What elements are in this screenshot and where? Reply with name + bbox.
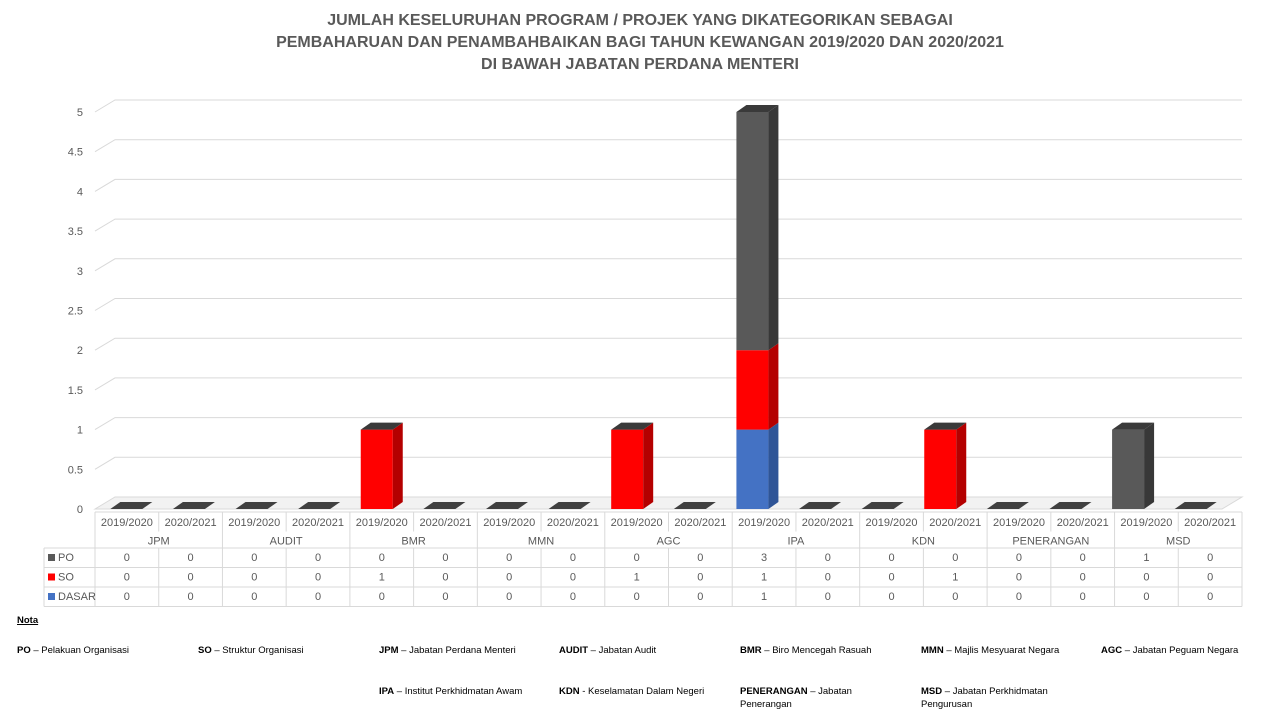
note-abbr: PO xyxy=(17,645,31,656)
gridline xyxy=(95,140,1242,152)
note-text: Jabatan Perkhidmatan Pengurusan xyxy=(921,686,1048,710)
data-label: 0 xyxy=(1079,571,1086,584)
note-text: Jabatan Perdana Menteri xyxy=(409,645,516,656)
y-tick-label: 1 xyxy=(76,424,83,437)
note-text: Jabatan Penerangan xyxy=(740,686,852,710)
x-tick-label-group: AUDIT xyxy=(269,535,303,548)
y-tick-label: 0 xyxy=(76,504,83,516)
note-text: Keselamatan Dalam Negeri xyxy=(588,686,705,697)
gridline xyxy=(95,219,1242,231)
data-label: 0 xyxy=(378,591,385,603)
gridline xyxy=(95,259,1242,271)
bar-side-po xyxy=(768,105,778,350)
bar-side-so xyxy=(643,423,653,509)
note-item: SO – Struktur Organisasi xyxy=(198,645,304,656)
data-label: 1 xyxy=(761,571,768,584)
note-text: Majlis Mesyuarat Negara xyxy=(954,645,1060,656)
data-label: 0 xyxy=(633,591,640,603)
bar-so xyxy=(611,430,643,509)
data-label: 0 xyxy=(314,591,322,603)
gridline xyxy=(95,338,1242,350)
note-text: Institut Perkhidmatan Awam xyxy=(404,686,523,697)
notes-section xyxy=(0,612,1280,720)
y-tick-label: 4.5 xyxy=(67,146,83,159)
note-abbr: KDN xyxy=(559,686,580,697)
y-tick-label: 3 xyxy=(76,265,83,278)
data-label: 0 xyxy=(251,571,258,584)
note-item: BMR – Biro Mencegah Rasuah xyxy=(740,645,872,656)
bar-side-so xyxy=(768,343,778,429)
note-item: AUDIT – Jabatan Audit xyxy=(559,645,657,656)
bar-side-so xyxy=(393,423,403,509)
note-item: IPA – Institut Perkhidmatan Awam xyxy=(379,686,523,697)
note-text: Biro Mencegah Rasuah xyxy=(772,645,872,656)
data-label: 0 xyxy=(569,571,576,584)
note-text: Struktur Organisasi xyxy=(222,645,304,656)
data-label: 0 xyxy=(697,571,704,584)
x-tick-label-period: 2019/2020 xyxy=(865,517,918,529)
data-label: 3 xyxy=(761,552,768,564)
y-tick-label: 2 xyxy=(76,345,83,358)
legend-key-dasar xyxy=(48,593,55,600)
data-label: 0 xyxy=(888,571,895,584)
note-abbr: AGC xyxy=(1101,645,1123,656)
data-label: 0 xyxy=(824,591,831,603)
data-label: 1 xyxy=(761,591,768,603)
legend-key-po xyxy=(48,554,55,561)
data-label: 0 xyxy=(123,552,130,564)
gridlines xyxy=(95,100,1242,469)
x-tick-label-period: 2019/2020 xyxy=(100,517,153,529)
y-tick-label: 2.5 xyxy=(67,305,83,318)
note-abbr: MSD xyxy=(921,686,943,697)
data-label: 0 xyxy=(888,591,895,603)
data-label: 0 xyxy=(1143,571,1150,584)
y-tick-label: 5 xyxy=(76,107,83,119)
x-tick-label-period: 2019/2020 xyxy=(610,517,663,529)
data-label: 0 xyxy=(1207,552,1214,564)
data-label: 1 xyxy=(1143,552,1150,564)
gridline xyxy=(95,179,1242,191)
data-label: 0 xyxy=(314,552,322,564)
bars xyxy=(110,105,1216,509)
x-tick-label-period: 2019/2020 xyxy=(1120,517,1173,529)
data-label: 0 xyxy=(251,552,258,564)
data-label: 0 xyxy=(1015,552,1023,564)
x-tick-label-period: 2020/2021 xyxy=(546,517,599,529)
note-abbr: PENERANGAN xyxy=(740,686,808,697)
note-abbr: AUDIT xyxy=(559,645,589,656)
data-label: 0 xyxy=(187,552,194,564)
x-tick-label-period: 2019/2020 xyxy=(738,517,791,529)
gridline xyxy=(95,299,1242,311)
note-abbr: BMR xyxy=(740,645,762,656)
x-tick-label-period: 2019/2020 xyxy=(483,517,536,529)
data-label: 0 xyxy=(697,552,704,564)
note-item: MMN – Majlis Mesyuarat Negara xyxy=(921,645,1060,656)
data-label: 0 xyxy=(824,571,831,584)
x-tick-label-group: MSD xyxy=(1166,535,1191,548)
note-text: Pelakuan Organisasi xyxy=(41,645,129,656)
note-abbr: IPA xyxy=(379,686,395,697)
data-label: 0 xyxy=(123,571,130,584)
data-label: 0 xyxy=(697,591,704,603)
x-tick-label-group: JPM xyxy=(147,535,170,548)
data-label: 0 xyxy=(442,571,449,584)
x-tick-label-period: 2019/2020 xyxy=(992,517,1045,529)
x-tick-label-group: BMR xyxy=(401,535,426,548)
data-label: 0 xyxy=(1015,591,1023,603)
note-abbr: SO xyxy=(198,645,212,656)
data-label: 0 xyxy=(888,552,895,564)
y-tick-label: 1.5 xyxy=(67,384,83,397)
bar-side-dasar xyxy=(768,423,778,509)
data-label: 0 xyxy=(952,552,959,564)
data-label: 0 xyxy=(569,552,576,564)
data-label: 0 xyxy=(1207,591,1214,603)
gridline xyxy=(95,378,1242,390)
bar-po xyxy=(736,112,768,350)
legend-key-so xyxy=(48,574,55,581)
data-label: 0 xyxy=(1143,591,1150,603)
x-tick-label-period: 2020/2021 xyxy=(674,517,727,529)
data-label: 1 xyxy=(378,571,385,584)
data-label: 0 xyxy=(824,552,831,564)
x-tick-label-period: 2020/2021 xyxy=(292,517,345,529)
chart-title-line: DI BAWAH JABATAN PERDANA MENTERI xyxy=(481,56,799,73)
gridline xyxy=(95,418,1242,430)
x-tick-label-group: PENERANGAN xyxy=(1012,535,1090,548)
note-abbr: MMN xyxy=(921,645,944,656)
data-label: 0 xyxy=(251,591,258,603)
data-label: 0 xyxy=(569,591,576,603)
x-tick-label-period: 2020/2021 xyxy=(1184,517,1237,529)
data-label: 0 xyxy=(1207,571,1214,584)
bar-side-po xyxy=(1144,423,1154,509)
legend-label-so: SO xyxy=(58,571,74,584)
chart-title-line: PEMBAHARUAN DAN PENAMBAHBAIKAN BAGI TAHUN KEWANGAN 2019/2020 DAN 2020/2021 xyxy=(276,34,1004,51)
note-item: AGC – Jabatan Peguam Negara xyxy=(1101,645,1239,656)
x-tick-label-group: MMN xyxy=(527,535,555,548)
note-text: Jabatan Audit xyxy=(598,645,657,656)
note-item: PENERANGAN – Jabatan Penerangan xyxy=(740,686,852,710)
note-text: Jabatan Peguam Negara xyxy=(1132,645,1239,656)
data-label: 0 xyxy=(314,571,322,584)
note-item: PO – Pelakuan Organisasi xyxy=(17,645,129,656)
data-label: 0 xyxy=(442,591,449,603)
gridline xyxy=(95,100,1242,112)
data-label: 0 xyxy=(952,591,959,603)
data-label: 1 xyxy=(633,571,640,584)
data-table xyxy=(44,512,1242,607)
data-label: 0 xyxy=(1015,571,1023,584)
x-tick-label-period: 2020/2021 xyxy=(929,517,982,529)
data-label: 0 xyxy=(633,552,640,564)
bar-so xyxy=(736,350,768,429)
note-item: MSD – Jabatan Perkhidmatan Pengurusan xyxy=(921,686,1048,710)
x-tick-label-period: 2020/2021 xyxy=(164,517,217,529)
data-label: 1 xyxy=(952,571,959,584)
chart-title-line: JUMLAH KESELURUHAN PROGRAM / PROJEK YANG DIKATEGORIKAN SEBAGAI xyxy=(327,12,953,29)
bar-dasar xyxy=(736,430,768,509)
x-tick-label-period: 2019/2020 xyxy=(228,517,281,529)
x-tick-label-group: IPA xyxy=(787,535,805,548)
bar-side-so xyxy=(956,423,966,509)
x-tick-label-group: AGC xyxy=(656,535,681,548)
legend-label-dasar: DASAR xyxy=(58,591,96,603)
data-label: 0 xyxy=(378,552,385,564)
data-label: 0 xyxy=(506,552,513,564)
note-item: KDN - Keselamatan Dalam Negeri xyxy=(559,686,705,697)
data-label: 0 xyxy=(187,591,194,603)
notes-heading: Nota xyxy=(17,615,39,626)
y-tick-label: 3.5 xyxy=(67,226,83,239)
data-label: 0 xyxy=(442,552,449,564)
x-tick-label-group: KDN xyxy=(911,535,936,548)
x-tick-label-period: 2020/2021 xyxy=(1056,517,1109,529)
x-tick-label-period: 2020/2021 xyxy=(419,517,472,529)
data-label: 0 xyxy=(506,591,513,603)
bar-so xyxy=(924,430,956,509)
y-tick-label: 0.5 xyxy=(67,464,83,477)
data-label: 0 xyxy=(123,591,130,603)
note-abbr: JPM xyxy=(379,645,399,656)
data-label: 0 xyxy=(1079,591,1086,603)
gridline xyxy=(95,457,1242,469)
data-label: 0 xyxy=(187,571,194,584)
y-axis-ticks xyxy=(68,107,83,516)
legend-label-po: PO xyxy=(58,552,74,564)
data-label: 0 xyxy=(506,571,513,584)
y-tick-label: 4 xyxy=(76,186,83,199)
bar-po xyxy=(1112,430,1144,509)
bar-so xyxy=(361,430,393,509)
x-tick-label-period: 2020/2021 xyxy=(801,517,854,529)
note-item: JPM – Jabatan Perdana Menteri xyxy=(379,645,516,656)
x-tick-label-period: 2019/2020 xyxy=(355,517,408,529)
data-label: 0 xyxy=(1079,552,1086,564)
